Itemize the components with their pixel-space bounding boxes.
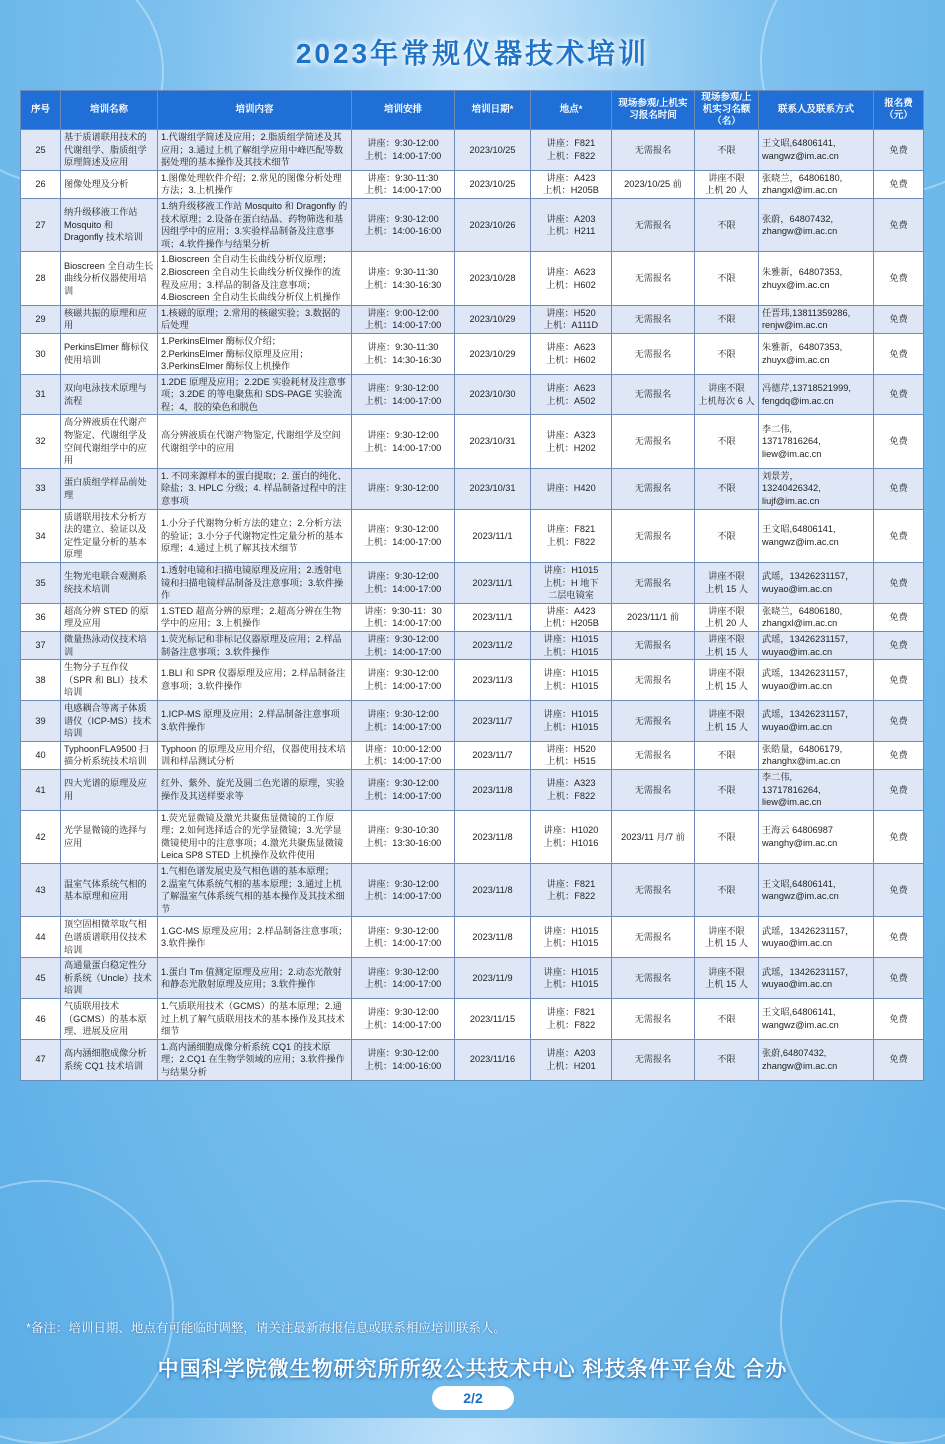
training-name: 蛋白质组学样品前处理 [61,468,158,509]
fee: 免费 [874,468,924,509]
table-body [21,130,924,1081]
table-row [21,198,924,251]
training-schedule: 讲座：9:30-11:30 上机：14:00-17:00 [352,170,455,198]
training-place: 讲座：H520 上机：A111D [531,305,612,333]
training-content: 1.核磁的原理；2.常用的核磁实验；3.数据的后处理 [158,305,352,333]
training-content: 1.小分子代谢物分析方法的建立；2.分析方法的验证；3.小分子代谢物定性定量分析的基本原理；4.通过上机了解其技术细节 [158,509,352,562]
training-schedule: 讲座：9:30-12:00 上机：14:00-17:00 [352,660,455,701]
row-number: 36 [21,603,61,631]
training-schedule: 讲座：9:30-12:00 上机：14:00-17:00 [352,130,455,171]
quota: 不限 [695,468,759,509]
training-name: 核磁共振的原理和应用 [61,305,158,333]
column-header: 现场参观/上机实习报名时间 [612,91,695,130]
signup-time: 无需报名 [612,198,695,251]
table-row [21,999,924,1040]
training-content: 1.2DE 原理及应用；2.2DE 实验耗材及注意事项；3.2DE 的等电聚焦和 SDS-PAGE 实验流程；4，胶的染色和脱色 [158,374,352,415]
row-number: 37 [21,631,61,659]
signup-time: 无需报名 [612,252,695,305]
training-name: 生物光电联合观测系统技术培训 [61,563,158,604]
row-number: 35 [21,563,61,604]
training-place: 讲座：H1020 上机：H1016 [531,810,612,863]
contact: 王文昭,64806141, wangwz@im.ac.cn [759,130,874,171]
fee: 免费 [874,660,924,701]
row-number: 38 [21,660,61,701]
fee: 免费 [874,170,924,198]
training-date: 2023/11/1 [455,563,531,604]
contact: 武瑶，13426231157， wuyao@im.ac.cn [759,660,874,701]
training-schedule: 讲座：9:30-11:30 上机：14:30-16:30 [352,252,455,305]
training-name: 超高分辨 STED 的原理及应用 [61,603,158,631]
training-schedule: 讲座：9:30-12:00 上机：14:00-17:00 [352,631,455,659]
training-schedule: 讲座：9:30-12:00 上机：14:00-17:00 [352,917,455,958]
organizer-line: 中国科学院微生物研究所所级公共技术中心 科技条件平台处 合办 [157,1358,788,1381]
training-name: 纳升级移液工作站 Mosquito 和 Dragonfly 技术培训 [61,198,158,251]
training-date: 2023/11/15 [455,999,531,1040]
table-row [21,603,924,631]
signup-time: 无需报名 [612,509,695,562]
quota: 不限 [695,305,759,333]
row-number: 45 [21,958,61,999]
quota: 讲座不限 上机 15 人 [695,631,759,659]
signup-time: 无需报名 [612,741,695,769]
training-schedule: 讲座：9:30-11：30 上机：14:00-17:00 [352,603,455,631]
row-number: 40 [21,741,61,769]
quota: 不限 [695,130,759,171]
training-content: 1.气质联用技术（GCMS）的基本原理；2.通过上机了解气质联用技术的基本操作及其技术细节 [158,999,352,1040]
training-place: 讲座：H1015 上机：H1015 [531,958,612,999]
signup-time: 无需报名 [612,917,695,958]
row-number: 25 [21,130,61,171]
table-row [21,130,924,171]
signup-time: 无需报名 [612,1039,695,1080]
quota: 不限 [695,252,759,305]
quota: 讲座不限 上机 15 人 [695,700,759,741]
contact: 李二伟, 13717816264, liew@im.ac.cn [759,769,874,810]
training-content: 1.图像处理软件介绍；2.常见的图像分析处理方法；3.上机操作 [158,170,352,198]
table-row [21,1039,924,1080]
row-number: 29 [21,305,61,333]
training-schedule: 讲座：9:30-12:00 上机：14:00-17:00 [352,509,455,562]
training-date: 2023/10/31 [455,415,531,468]
fee: 免费 [874,198,924,251]
table-row [21,810,924,863]
contact: 张蔚，64807432, zhangw@im.ac.cn [759,198,874,251]
fee: 免费 [874,864,924,917]
training-content: 1.STED 超高分辨的原理；2.超高分辨在生物学中的应用；3.上机操作 [158,603,352,631]
training-name: 生物分子互作仪（SPR 和 BLI）技术培训 [61,660,158,701]
training-content: 1.代谢组学简述及应用；2.脂质组学简述及其应用；3.通过上机了解组学应用中峰匹配等数据处理的基本操作及其技术细节 [158,130,352,171]
contact: 李二伟, 13717816264, liew@im.ac.cn [759,415,874,468]
training-date: 2023/11/8 [455,810,531,863]
training-date: 2023/10/26 [455,198,531,251]
signup-time: 2023/10/25 前 [612,170,695,198]
signup-time: 无需报名 [612,631,695,659]
training-date: 2023/10/25 [455,170,531,198]
quota: 不限 [695,509,759,562]
row-number: 42 [21,810,61,863]
training-place: 讲座：H1015 上机：H1015 [531,660,612,701]
training-content: 1.荧光标记和非标记仪器原理及应用；2.样品制备注意事项；3.软件操作 [158,631,352,659]
contact: 王文昭,64806141, wangwz@im.ac.cn [759,864,874,917]
training-name: 顶空固相微萃取气相色谱质谱联用仪技术培训 [61,917,158,958]
signup-time: 无需报名 [612,999,695,1040]
decor-circle [780,1200,945,1444]
training-name: 四大光谱的原理及应用 [61,769,158,810]
training-date: 2023/11/8 [455,769,531,810]
training-place: 讲座：A623 上机：H602 [531,252,612,305]
training-place: 讲座：F821 上机：F822 [531,130,612,171]
column-header: 地点* [531,91,612,130]
row-number: 39 [21,700,61,741]
training-name: 电感耦合等离子体质谱仪（ICP-MS）技术培训 [61,700,158,741]
training-date: 2023/11/9 [455,958,531,999]
signup-time: 无需报名 [612,660,695,701]
quota: 不限 [695,769,759,810]
training-name: 质谱联用技术分析方法的建立、验证以及定性定量分析的基本原理 [61,509,158,562]
training-table [20,90,924,1081]
contact: 张晓兰，64806180, zhangxl@im.ac.cn [759,603,874,631]
training-name: 微量热泳动仪技术培训 [61,631,158,659]
training-content: 1.气相色谱发展史及气相色谱的基本原理； 2.温室气体系统气相的基本原理；3.通过上机了解温室气体系统气相的基本操作及其技术细节 [158,864,352,917]
fee: 免费 [874,603,924,631]
training-place: 讲座：A623 上机：A502 [531,374,612,415]
contact: 任晋玮,13811359286, renjw@im.ac.cn [759,305,874,333]
training-date: 2023/11/7 [455,741,531,769]
table-row [21,509,924,562]
row-number: 26 [21,170,61,198]
quota: 讲座不限 上机 15 人 [695,917,759,958]
training-date: 2023/11/7 [455,700,531,741]
table-row [21,170,924,198]
training-place: 讲座：F821 上机：F822 [531,999,612,1040]
training-place: 讲座：H1015 上机：H 地下 二层电镜室 [531,563,612,604]
table-header [21,91,924,130]
row-number: 34 [21,509,61,562]
table-row [21,305,924,333]
table-row [21,917,924,958]
training-date: 2023/11/2 [455,631,531,659]
contact: 朱雅新，64807353, zhuyx@im.ac.cn [759,252,874,305]
training-schedule: 讲座：9:30-12:00 上机：14:00-17:00 [352,415,455,468]
training-place: 讲座：A423 上机：H205B [531,170,612,198]
fee: 免费 [874,305,924,333]
fee: 免费 [874,252,924,305]
fee: 免费 [874,917,924,958]
training-content: 1. 不同来源样本的蛋白提取；2. 蛋白的纯化、除盐；3. HPLC 分级；4. 样品制备过程中的注意事项 [158,468,352,509]
training-schedule: 讲座：9:30-12:00 上机：14:00-17:00 [352,769,455,810]
training-date: 2023/10/30 [455,374,531,415]
training-date: 2023/10/29 [455,305,531,333]
training-content: 1.BLI 和 SPR 仪器原理及应用；2.样品制备注意事项；3.软件操作 [158,660,352,701]
table-row [21,374,924,415]
training-schedule: 讲座：10:00-12:00 上机：14:00-17:00 [352,741,455,769]
signup-time: 无需报名 [612,415,695,468]
column-header: 报名费（元） [874,91,924,130]
contact: 武瑶，13426231157， wuyao@im.ac.cn [759,563,874,604]
training-content: 1.ICP-MS 原理及应用；2.样品制备注意事项 3.软件操作 [158,700,352,741]
quota: 不限 [695,864,759,917]
contact: 王文昭,64806141, wangwz@im.ac.cn [759,509,874,562]
training-date: 2023/11/8 [455,917,531,958]
fee: 免费 [874,509,924,562]
training-date: 2023/11/16 [455,1039,531,1080]
contact: 王海云 64806987 wanghy@im.ac.cn [759,810,874,863]
table-row [21,631,924,659]
training-schedule: 讲座：9:30-11:30 上机：14:30-16:30 [352,333,455,374]
training-place: 讲座：A323 上机：F822 [531,769,612,810]
column-header: 培训安排 [352,91,455,130]
decor-circle [0,1180,174,1444]
signup-time: 无需报名 [612,563,695,604]
contact: 武瑶，13426231157， wuyao@im.ac.cn [759,958,874,999]
fee: 免费 [874,810,924,863]
footnote: *备注：培训日期、地点有可能临时调整，请关注最新海报信息或联系相应培训联系人。 [26,1321,506,1335]
fee: 免费 [874,769,924,810]
signup-time: 2023/11 月/7 前 [612,810,695,863]
table-row [21,660,924,701]
contact: 张蔚,64807432, zhangw@im.ac.cn [759,1039,874,1080]
training-date: 2023/10/25 [455,130,531,171]
table-row [21,864,924,917]
training-content: 1.纳升级移液工作站 Mosquito 和 Dragonfly 的技术原理；2.设备在蛋白结晶、药物筛选和基因组学中的应用；3.实验样品制备及注意事项；4.软件操作与结果分析 [158,198,352,251]
training-name: 光学显微镜的选择与应用 [61,810,158,863]
row-number: 43 [21,864,61,917]
training-schedule: 讲座：9:00-12:00 上机：14:00-17:00 [352,305,455,333]
training-content: 1.荧光显微镜及激光共聚焦显微镜的工作原理；2.如何选择适合的光学显微镜；3.光学显微镜使用中的注意事项；4.激光共聚焦显微镜 Leica SP8 STED 上机操作及软件使用 [158,810,352,863]
fee: 免费 [874,958,924,999]
training-place: 讲座：H1015 上机：H1015 [531,700,612,741]
row-number: 32 [21,415,61,468]
training-content: 1.GC-MS 原理及应用；2.样品制备注意事项；3.软件操作 [158,917,352,958]
contact: 武瑶，13426231157， wuyao@im.ac.cn [759,631,874,659]
training-name: 高内涵细胞成像分析系统 CQ1 技术培训 [61,1039,158,1080]
training-schedule: 讲座：9:30-12:00 [352,468,455,509]
training-name: TyphoonFLA9500 扫描分析系统技术培训 [61,741,158,769]
training-name: 图像处理及分析 [61,170,158,198]
training-schedule: 讲座：9:30-12:00 上机：14:00-17:00 [352,700,455,741]
training-place: 讲座：A203 上机：H211 [531,198,612,251]
row-number: 44 [21,917,61,958]
training-date: 2023/10/29 [455,333,531,374]
training-date: 2023/11/1 [455,603,531,631]
training-schedule: 讲座：9:30-12:00 上机：14:00-16:00 [352,1039,455,1080]
training-date: 2023/11/1 [455,509,531,562]
quota: 不限 [695,333,759,374]
quota: 不限 [695,741,759,769]
fee: 免费 [874,631,924,659]
contact: 冯德芹,13718521999, fengdq@im.ac.cn [759,374,874,415]
training-place: 讲座：A423 上机：H205B [531,603,612,631]
training-place: 讲座：A623 上机：H602 [531,333,612,374]
column-header: 培训日期* [455,91,531,130]
training-place: 讲座：H1015 上机：H1015 [531,917,612,958]
signup-time: 无需报名 [612,130,695,171]
training-place: 讲座：F821 上机：F822 [531,864,612,917]
fee: 免费 [874,1039,924,1080]
signup-time: 无需报名 [612,958,695,999]
table-row [21,563,924,604]
training-content: 1.Bioscreen 全自动生长曲线分析仪原理； 2.Bioscreen 全自动生长曲线分析仪操作的流程及应用；3.样品的制备及注意事项； 4.Bioscreen 全自动生长曲线分析仪上机操作 [158,252,352,305]
training-date: 2023/11/8 [455,864,531,917]
quota: 不限 [695,198,759,251]
signup-time: 无需报名 [612,333,695,374]
training-schedule: 讲座：9:30-12:00 上机：14:00-17:00 [352,864,455,917]
row-number: 41 [21,769,61,810]
table-row [21,468,924,509]
table-row [21,333,924,374]
quota: 不限 [695,810,759,863]
column-header: 序号 [21,91,61,130]
signup-time: 无需报名 [612,305,695,333]
contact: 张晓兰，64806180, zhangxl@im.ac.cn [759,170,874,198]
column-header: 现场参观/上机实习名额（名） [695,91,759,130]
training-content: 1.蛋白 Tm 值测定原理及应用；2.动态光散射和静态光散射原理及应用；3.软件操作 [158,958,352,999]
table-row [21,415,924,468]
contact: 朱雅新，64807353, zhuyx@im.ac.cn [759,333,874,374]
fee: 免费 [874,563,924,604]
quota: 讲座不限 上机 15 人 [695,958,759,999]
column-header: 培训名称 [61,91,158,130]
signup-time: 无需报名 [612,468,695,509]
training-content: 1.高内涵细胞成像分析系统 CQ1 的技术原理；2.CQ1 在生物学领域的应用；3.软件操作与结果分析 [158,1039,352,1080]
signup-time: 无需报名 [612,374,695,415]
fee: 免费 [874,374,924,415]
training-content: Typhoon 的原理及应用介绍，仪器使用技术培训和样品测试分析 [158,741,352,769]
fee: 免费 [874,700,924,741]
contact: 武瑶，13426231157， wuyao@im.ac.cn [759,917,874,958]
column-header: 联系人及联系方式 [759,91,874,130]
page-title: 2023年常规仪器技术培训 [295,38,650,69]
training-content: 1.PerkinsElmer 酶标仪介绍； 2.PerkinsElmer 酶标仪原理及应用； 3.PerkinsElmer 酶标仪上机操作 [158,333,352,374]
quota: 讲座不限 上机每次 6 人 [695,374,759,415]
training-name: 双向电泳技术原理与流程 [61,374,158,415]
column-header: 培训内容 [158,91,352,130]
training-name: 温室气体系统气相的基本原理和应用 [61,864,158,917]
training-content: 红外、紫外、旋光及圆二色光谱的原理，实验操作及其送样要求等 [158,769,352,810]
training-name: 气质联用技术（GCMS）的基本原理、进展及应用 [61,999,158,1040]
training-schedule: 讲座：9:30-10:30 上机：13:30-16:00 [352,810,455,863]
training-schedule: 讲座：9:30-12:00 上机：14:00-17:00 [352,999,455,1040]
training-place: 讲座：F821 上机：F822 [531,509,612,562]
training-content: 1.透射电镜和扫描电镜原理及应用；2.透射电镜和扫描电镜样品制备及注意事项；3.软件操作 [158,563,352,604]
training-date: 2023/11/3 [455,660,531,701]
training-place: 讲座：A323 上机：H202 [531,415,612,468]
row-number: 28 [21,252,61,305]
contact: 张皓量，64806179, zhanghx@im.ac.cn [759,741,874,769]
quota: 讲座不限 上机 15 人 [695,563,759,604]
row-number: 46 [21,999,61,1040]
row-number: 30 [21,333,61,374]
signup-time: 无需报名 [612,769,695,810]
training-date: 2023/10/31 [455,468,531,509]
signup-time: 无需报名 [612,864,695,917]
row-number: 31 [21,374,61,415]
training-place: 讲座：H520 上机：H515 [531,741,612,769]
training-name: 高通量蛋白稳定性分析系统（Uncle）技术培训 [61,958,158,999]
training-name: 高分辨液质在代谢产物鉴定、代谢组学及空间代谢组学中的应用 [61,415,158,468]
training-place: 讲座：H420 [531,468,612,509]
training-name: 基于质谱联用技术的代谢组学、脂质组学原理简述及应用 [61,130,158,171]
training-name: PerkinsElmer 酶标仪使用培训 [61,333,158,374]
signup-time: 无需报名 [612,700,695,741]
table-row [21,958,924,999]
fee: 免费 [874,415,924,468]
training-place: 讲座：A203 上机：H201 [531,1039,612,1080]
table-row [21,700,924,741]
training-schedule: 讲座：9:30-12:00 上机：14:00-17:00 [352,958,455,999]
table-row [21,769,924,810]
training-name: Bioscreen 全自动生长曲线分析仪器使用培训 [61,252,158,305]
training-place: 讲座：H1015 上机：H1015 [531,631,612,659]
quota: 不限 [695,999,759,1040]
training-schedule: 讲座：9:30-12:00 上机：14:00-17:00 [352,563,455,604]
fee: 免费 [874,741,924,769]
table-row [21,741,924,769]
training-table-container [20,90,923,1081]
contact: 武瑶，13426231157， wuyao@im.ac.cn [759,700,874,741]
training-schedule: 讲座：9:30-12:00 上机：14:00-16:00 [352,198,455,251]
contact: 王文昭,64806141, wangwz@im.ac.cn [759,999,874,1040]
quota: 讲座不限 上机 20 人 [695,170,759,198]
training-date: 2023/10/28 [455,252,531,305]
contact: 刘景芳， 13240426342, liujf@im.ac.cn [759,468,874,509]
training-schedule: 讲座：9:30-12:00 上机：14:00-17:00 [352,374,455,415]
signup-time: 2023/11/1 前 [612,603,695,631]
table-row [21,252,924,305]
quota: 不限 [695,415,759,468]
quota: 不限 [695,1039,759,1080]
fee: 免费 [874,130,924,171]
fee: 免费 [874,999,924,1040]
page-indicator: 2/2 [432,1386,514,1410]
training-content: 高分辨液质在代谢产物鉴定, 代谢组学及空间代谢组学中的应用 [158,415,352,468]
fee: 免费 [874,333,924,374]
quota: 讲座不限 上机 15 人 [695,660,759,701]
quota: 讲座不限 上机 20 人 [695,603,759,631]
row-number: 47 [21,1039,61,1080]
row-number: 33 [21,468,61,509]
row-number: 27 [21,198,61,251]
